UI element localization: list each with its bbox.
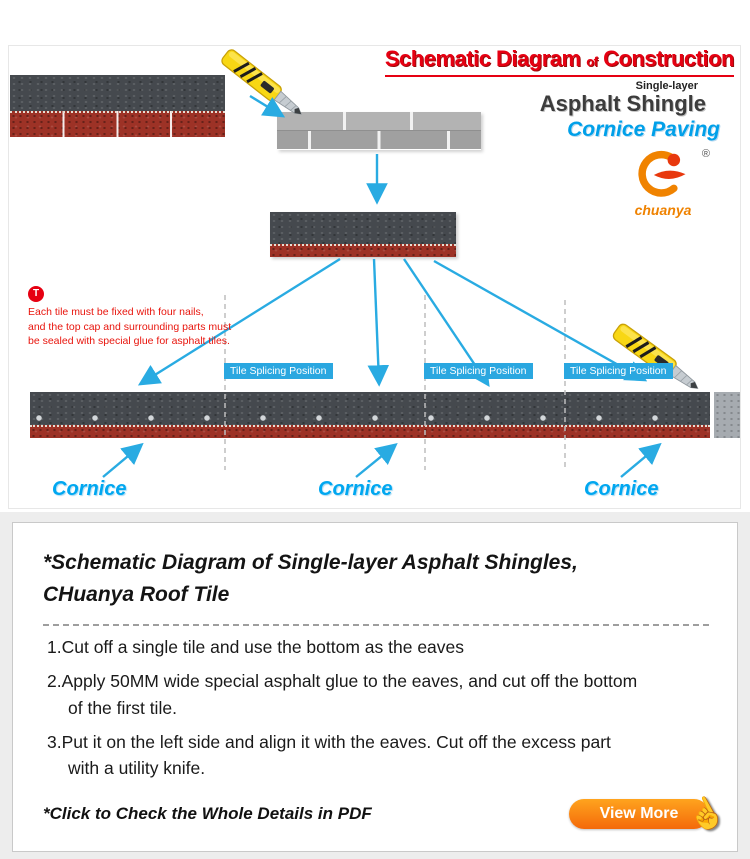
main-title bbox=[385, 46, 734, 77]
eave-strip-redband bbox=[30, 425, 710, 438]
step-line: 1.Cut off a single tile and use the bottom as the eaves bbox=[47, 637, 465, 657]
eave-strip-end-piece bbox=[714, 392, 740, 438]
main-title-part3: Construction bbox=[603, 46, 734, 71]
brand-logo bbox=[620, 148, 710, 218]
registered-mark: ® bbox=[701, 148, 710, 160]
note-badge-icon: T bbox=[28, 286, 44, 302]
splice-label-2: Tile Splicing Position bbox=[424, 363, 533, 379]
pointing-hand-icon: ☝ bbox=[681, 791, 731, 839]
dashed-divider bbox=[43, 624, 709, 626]
subtitle: Asphalt Shingle bbox=[539, 91, 706, 116]
eave-strip-asphalt bbox=[30, 392, 710, 425]
splice-label-3: Tile Splicing Position bbox=[564, 363, 673, 379]
cut-strip bbox=[270, 212, 456, 257]
subtitle-paving: Cornice Paving bbox=[567, 118, 720, 142]
shingle-sample-tabs bbox=[10, 111, 225, 137]
chuanya-logo-icon bbox=[623, 150, 703, 200]
nail-dots bbox=[34, 413, 706, 423]
step-line: 2.Apply 50MM wide special asphalt glue to the eaves, and cut off the bottom bbox=[47, 671, 638, 692]
eave-strip bbox=[30, 392, 710, 438]
note-block bbox=[28, 286, 240, 349]
step-3 bbox=[47, 729, 717, 782]
pdf-note[interactable]: *Click to Check the Whole Details in PDF bbox=[43, 804, 372, 824]
cornice-label-1: Cornice bbox=[52, 478, 127, 500]
step-2 bbox=[47, 668, 717, 721]
step-line: 3.Put it on the left side and align it with the eaves. Cut off the excess part bbox=[47, 731, 611, 752]
note-line: be sealed with special glue for asphalt tiles. bbox=[28, 335, 230, 348]
info-section bbox=[0, 512, 750, 859]
note-line: Each tile must be fixed with four nails, bbox=[28, 306, 204, 318]
cornice-label-3: Cornice bbox=[584, 478, 659, 500]
logo-text: chuanya bbox=[634, 202, 692, 218]
main-title-part1: Schematic Diagram bbox=[384, 46, 581, 71]
cornice-label-2: Cornice bbox=[318, 478, 393, 500]
step-line: with a utility knife. bbox=[68, 758, 206, 778]
main-title-part2: of bbox=[586, 54, 598, 69]
step-1 bbox=[47, 634, 717, 660]
subtitle-small: Single-layer bbox=[635, 80, 698, 92]
shingle-sample-asphalt bbox=[10, 75, 225, 111]
view-more-label: View More bbox=[599, 805, 679, 823]
splice-label-1: Tile Splicing Position bbox=[224, 363, 333, 379]
view-more-button[interactable] bbox=[569, 791, 731, 839]
note-line: and the top cap and surrounding parts must bbox=[28, 320, 232, 333]
cut-strip-asphalt bbox=[270, 212, 456, 244]
header-title-block bbox=[385, 46, 734, 142]
cut-strip-redband bbox=[270, 244, 456, 257]
info-card bbox=[12, 522, 738, 852]
info-title-line1: *Schematic Diagram of Single-layer Asphalt Shingles, bbox=[43, 551, 578, 574]
info-title-line2: CHuanya Roof Tile bbox=[43, 582, 230, 606]
card-footer bbox=[43, 791, 731, 839]
step-line: of the first tile. bbox=[68, 697, 177, 718]
shingle-sample bbox=[10, 75, 225, 137]
